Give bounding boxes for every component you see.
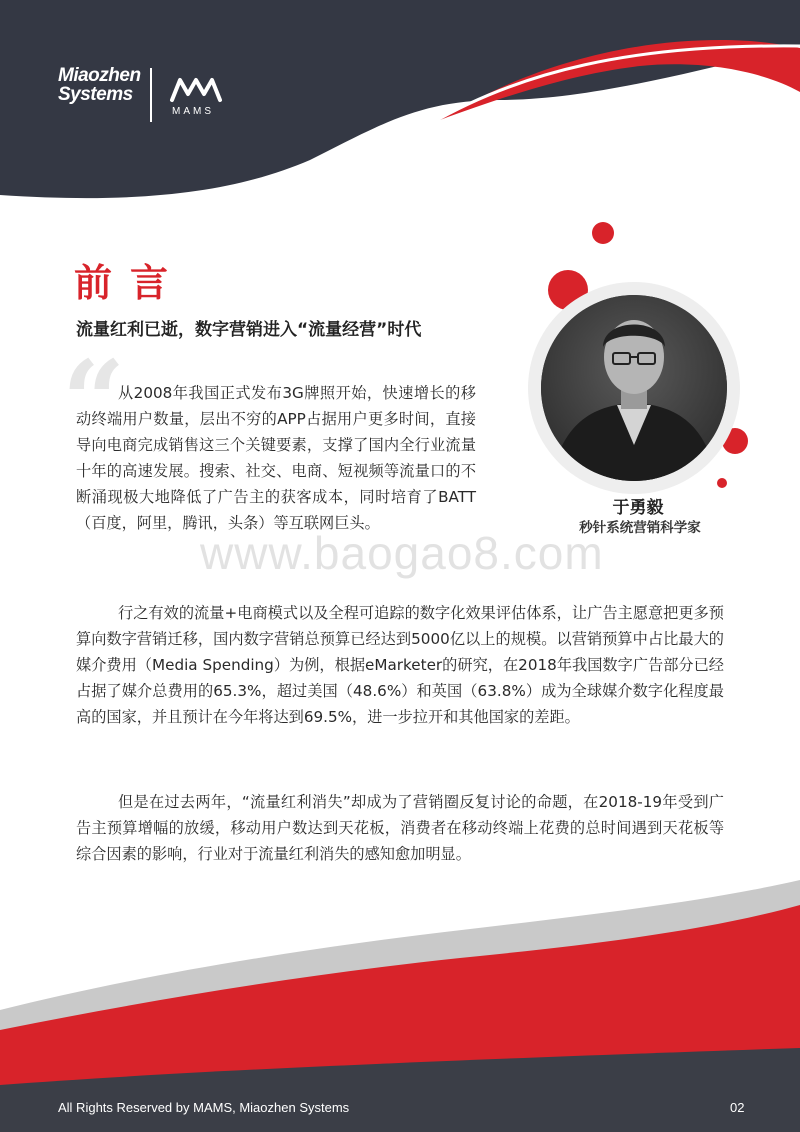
logo-divider (150, 68, 152, 122)
page-number: 02 (730, 1100, 745, 1115)
miaozhen-logo (58, 66, 141, 104)
quote-mark-icon: “ (62, 336, 126, 465)
mams-logo-icon (168, 74, 224, 104)
paragraph-budget: 行之有效的流量+电商模式以及全程可追踪的数字化效果评估体系，让广告主愿意把更多预算向数字营销迁移，国内数字营销总预算已经达到5000亿以上的规模。以营销预算中占比最大的媒介费用（Media Spending）为例，根据eMarketer的研究，在2018年我国数字广告部分已经占据了媒介总费用的65.3%，超过美国（48.6%）和英国（63.8%）成为全球媒介数字化程度最高的国家，并且预计在今年将达到69.5%，进一步拉开和其他国家的差距。 (76, 604, 724, 726)
footer-copyright: All Rights Reserved by MAMS, Miaozhen Systems (58, 1100, 350, 1115)
logo-line2: Systems (58, 84, 133, 105)
watermark-text: www.baogao8.com (200, 527, 604, 579)
page-subtitle: 流量红利已逝，数字营销进入“流量经营”时代 (76, 320, 422, 340)
decor-dot-small-top (592, 222, 614, 244)
paragraph-traffic: 但是在过去两年，“流量红利消失”却成为了营销圈反复讨论的命题，在2018-19年受到广告主预算增幅的放缓，移动用户数达到天花板，消费者在移动终端上花费的总时间遇到天花板等综合因素的影响，行业对于流量红利消失的感知愈加明显。 (76, 793, 724, 863)
decor-dot-tiny (717, 478, 727, 488)
page-title: 前言 (74, 261, 187, 305)
logo-line1: Miaozhen (58, 65, 141, 86)
author-title: 秒针系统营销科学家 (579, 520, 701, 536)
author-name: 于勇毅 (612, 498, 664, 518)
author-photo (541, 295, 727, 481)
mams-logo-text: MAMS (172, 106, 214, 117)
paragraph-intro: 从2008年我国正式发布3G牌照开始，快速增长的移动终端用户数量，层出不穷的APP占据用户更多时间，直接导向电商完成销售这三个关键要素，支撑了国内全行业流量十年的高速发展。搜索、社交、电商、短视频等流量口的不断涌现极大地降低了广告主的获客成本，同时培育了BATT（百度，阿里，腾讯，头条）等互联网巨头。 (76, 384, 476, 532)
